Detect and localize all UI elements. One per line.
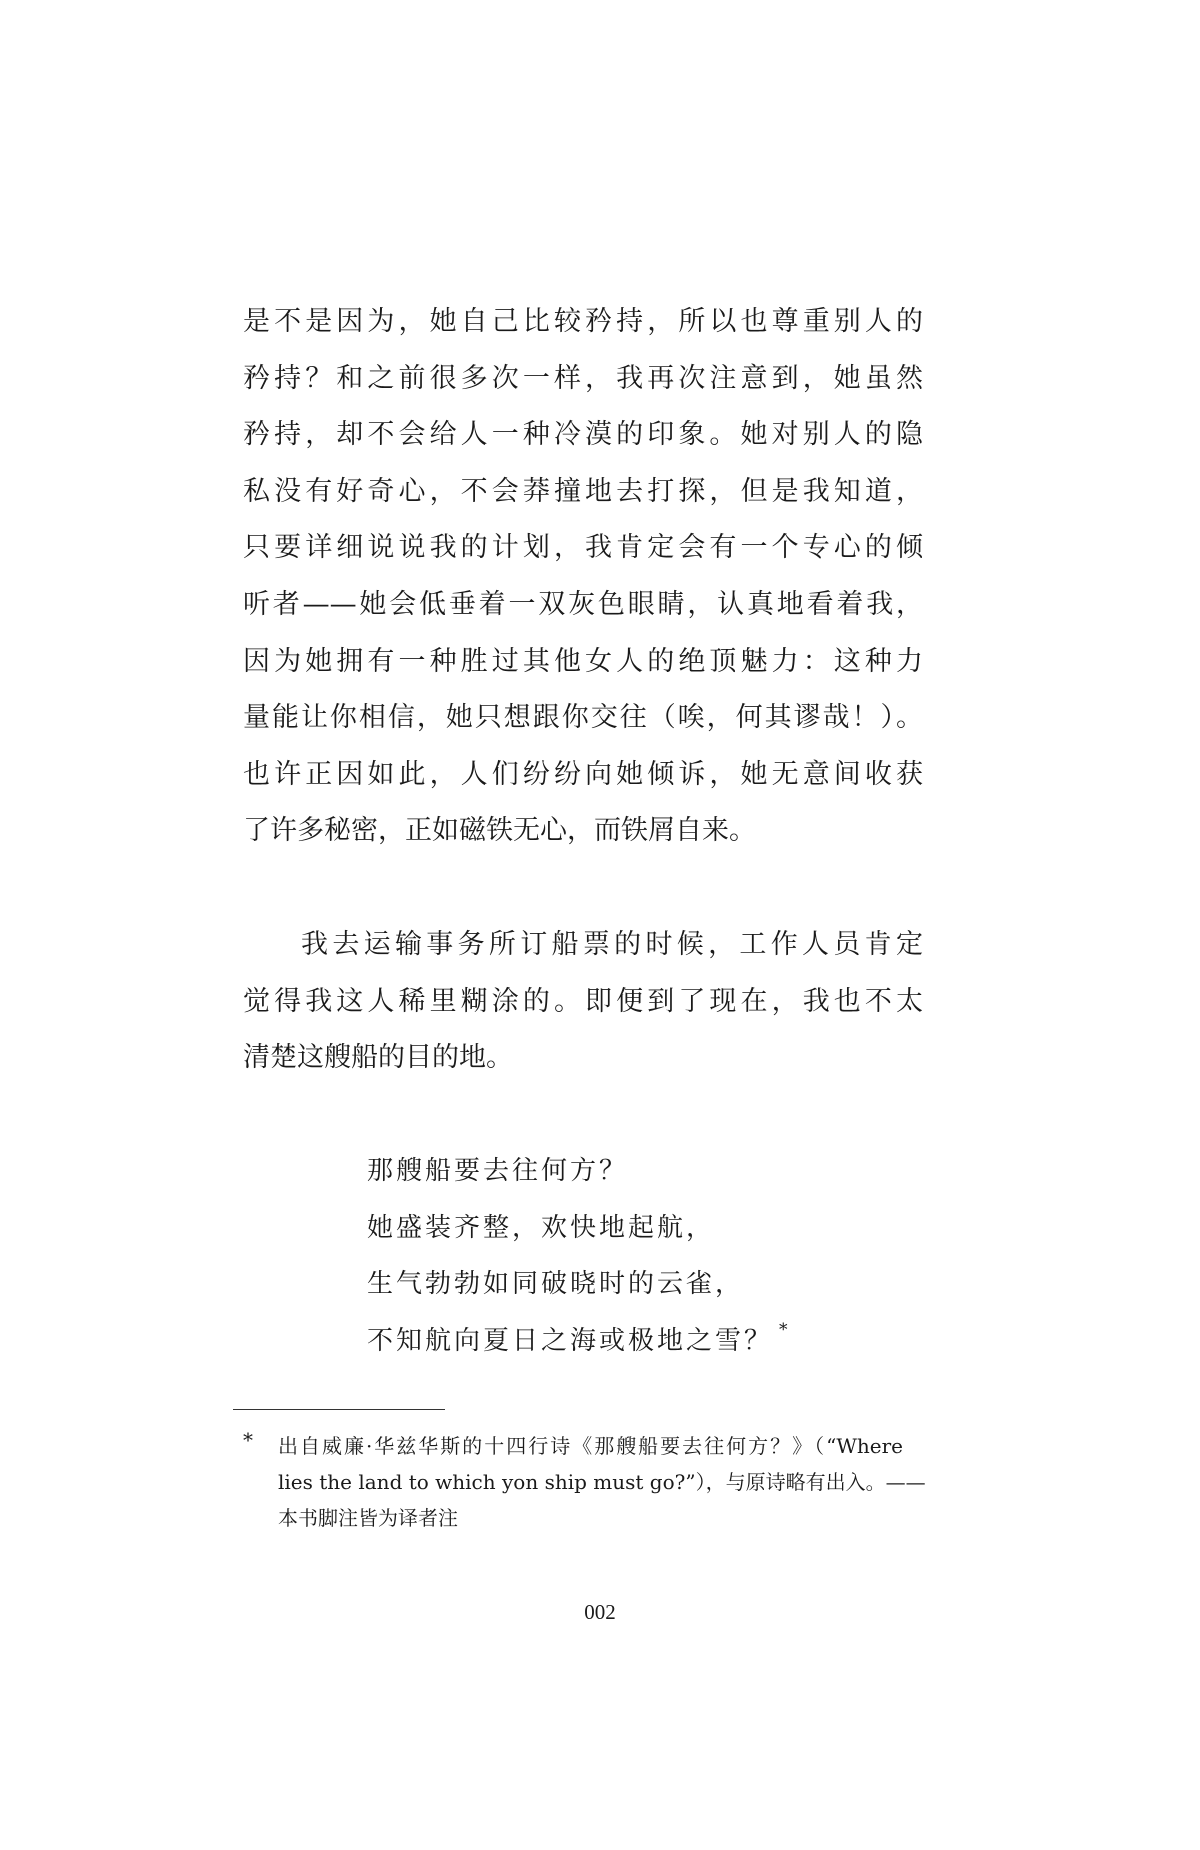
paragraph-line: 私没有好奇心，不会莽撞地去打探，但是我知道， (243, 475, 923, 507)
page-number: 002 (584, 1600, 616, 1624)
footnote-line: 出自威廉·华兹华斯的十四行诗《那艘船要去往何方？》（“Where (278, 1434, 903, 1458)
footnote-reference-marker: * (779, 1319, 788, 1340)
paragraph-line: 了许多秘密，正如磁铁无心，而铁屑自来。 (243, 815, 756, 847)
poem-line-last (367, 1313, 788, 1370)
paragraph-line: 也许正因如此，人们纷纷向她倾诉，她无意间收获 (243, 758, 923, 790)
paragraph-line: 我去运输事务所订船票的时候，工作人员肯定 (301, 929, 923, 960)
paragraph-2 (243, 917, 923, 1087)
footnote (243, 1428, 926, 1536)
poem-line: 那艘船要去往何方？ (367, 1156, 629, 1186)
paragraph-line: 是不是因为，她自己比较矜持，所以也尊重别人的 (243, 306, 923, 337)
poem-line: 生气勃勃如同破晓时的云雀， (367, 1269, 745, 1300)
poem-line-text: 不知航向夏日之海或极地之雪？ (367, 1325, 774, 1356)
paragraph-line: 量能让你相信，她只想跟你交往（唉，何其谬哉！）。 (243, 702, 923, 734)
poem-quote (367, 1143, 788, 1369)
footnote-line: 本书脚注皆为译者注 (278, 1506, 458, 1530)
poem-line: 她盛装齐整，欢快地起航， (367, 1212, 716, 1243)
paragraph-line: 听者——她会低垂着一双灰色眼睛，认真地看着我， (243, 588, 923, 620)
paragraph-1 (243, 294, 923, 860)
paragraph-line: 因为她拥有一种胜过其他女人的绝顶魅力：这种力 (243, 645, 923, 677)
paragraph-line: 清楚这艘船的目的地。 (243, 1042, 513, 1074)
footnote-marker: * (243, 1428, 253, 1452)
paragraph-line: 觉得我这人稀里糊涂的。即便到了现在，我也不太 (243, 985, 923, 1017)
footnote-divider (233, 1409, 445, 1410)
paragraph-line: 只要详细说说我的计划，我肯定会有一个专心的倾 (243, 532, 923, 564)
footnote-body (278, 1428, 926, 1536)
footnote-line: lies the land to which yon ship must go?”），与原诗略有出入。—— (278, 1470, 926, 1494)
paragraph-line: 矜持？和之前很多次一样，我再次注意到，她虽然 (243, 362, 923, 394)
paragraph-line: 矜持，却不会给人一种冷漠的印象。她对别人的隐 (243, 419, 923, 451)
